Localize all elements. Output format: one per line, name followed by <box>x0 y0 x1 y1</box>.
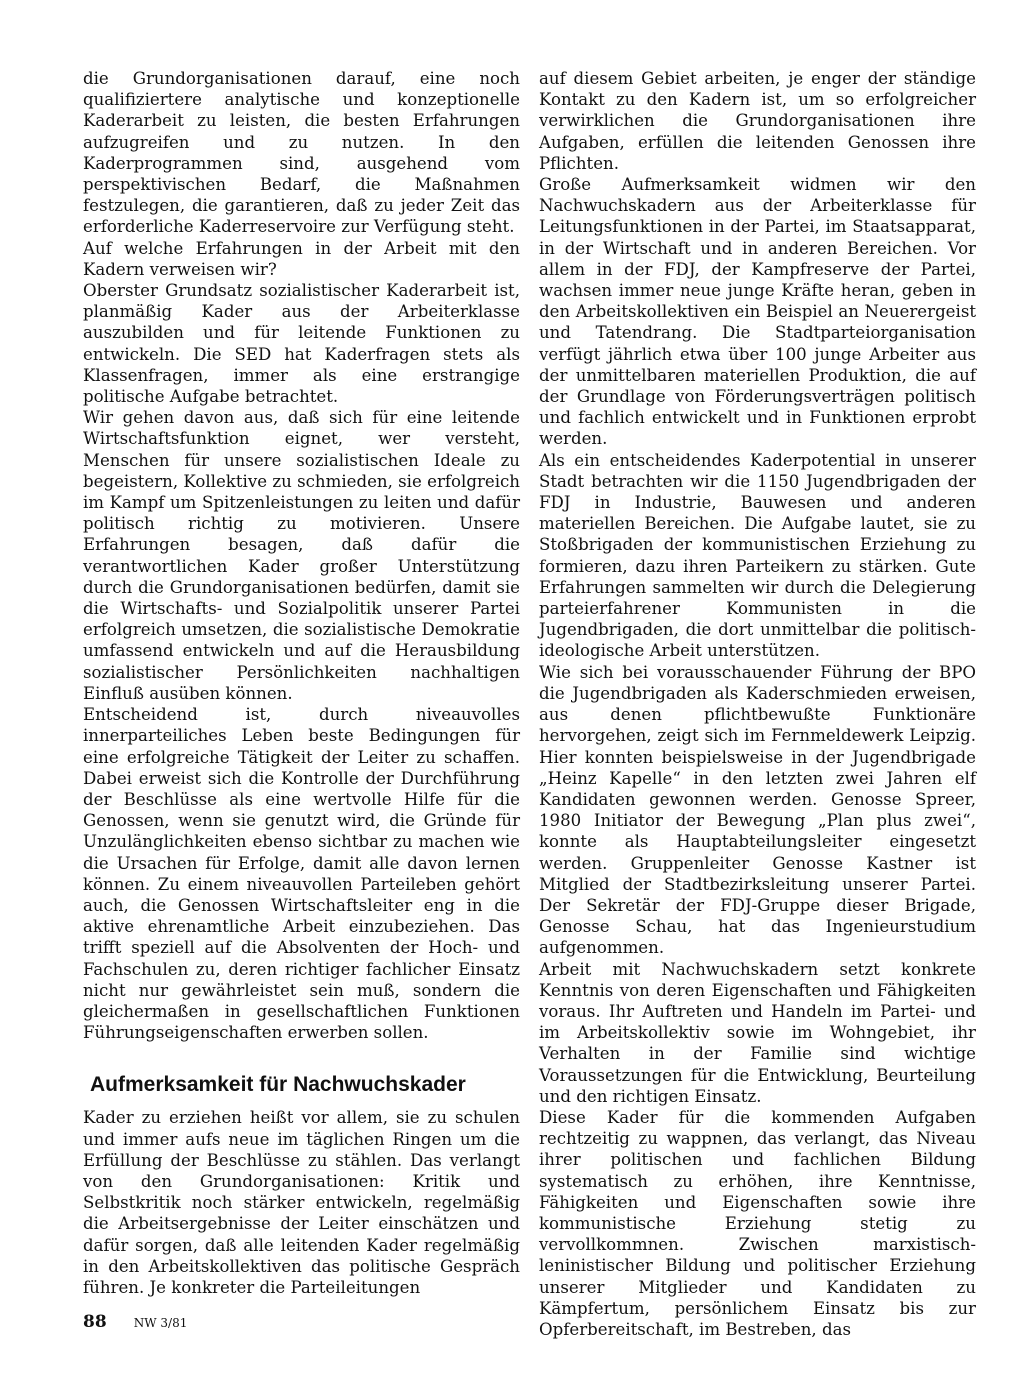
paragraph: Entscheidend ist, durch niveauvolles innerparteiliches Leben beste Bedingungen für eine erfolgreiche Tätigkeit der Leiter zu schaffen. Dabei erweist sich die Kontrolle der Durchführung der Beschlüsse als eine wertvolle Hilfe für die Genossen, wenn sie genutzt wird, die Gründe für Unzulänglichkeiten ebenso sichtbar zu machen wie die Ursachen für Erfolge, damit alle davon lernen können. Zu einem niveauvollen Parteileben gehört auch, die Genossen Wirtschaftsleiter eng in die aktive ehrenamtliche Arbeit einzubeziehen. Das trifft speziell auf die Absolventen der Hoch- und Fachschulen zu, deren richtiger fachlicher Einsatz nicht nur gewährleistet sein muß, sondern die gleichermaßen in gesellschaftlichen Funktionen Führungseigenschaften erwerben sollen. <box>83 705 520 1043</box>
paragraph: auf diesem Gebiet arbeiten, je enger der ständige Kontakt zu den Kadern ist, um so erfolgreicher verwirklichen die Grundorganisationen ihre Aufgaben, erfüllen die leitenden Genossen ihre Pflichten. <box>539 69 976 173</box>
paragraph: die Grundorganisationen darauf, eine noch qualifiziertere analytische und konzeptionelle Kaderarbeit zu leisten, die besten Erfahrungen aufzugreifen und zu nutzen. In den Kaderprogrammen sind, ausgehend vom perspektivischen Bedarf, die Maßnahmen festzulegen, die garantieren, daß zu jeder Zeit das erforderliche Kaderreservoire zur Verfügung steht. <box>83 69 520 237</box>
paragraph: Auf welche Erfahrungen in der Arbeit mit den Kadern verweisen wir? <box>83 238 520 279</box>
paragraph: Wie sich bei vorausschauender Führung der BPO die Jugendbrigaden als Kaderschmieden erweisen, aus denen pflichtbewußte Funktionäre hervorgehen, zeigt sich im Fernmeldewerk Leipzig. Hier konnten beispielsweise in der Jugendbrigade „Heinz Kapelle“ in den letzten zwei Jahren elf Kandidaten gewonnen werden. Genosse Spreer, 1980 Initiator der Bewegung „Plan plus zwei“, konnte als Hauptabteilungsleiter eingesetzt werden. Gruppenleiter Genosse Kastner ist Mitglied der Stadtbezirksleitung unserer Partei. Der Sekretär der FDJ-Gruppe dieser Brigade, Genosse Schau, hat das Ingenieurstudium aufgenommen. <box>539 662 976 958</box>
paragraph: Große Aufmerksamkeit widmen wir den Nachwuchskadern aus der Arbeiterklasse für Leitungsfunktionen in der Partei, im Staatsapparat, in der Wirtschaft und in anderen Bereichen. Vor allem in der FDJ, der Kampfreserve der Partei, wachsen immer neue junge Kräfte heran, geben in den Arbeitskollektiven ein Beispiel an Neuerergeist und Tatendrang. Die Stadtparteiorganisation verfügt jährlich etwa über 100 junge Arbeiter aus der unmittelbaren materiellen Produktion, die auf der Grundlage von Förderungsverträgen politisch und fachlich entwickelt und in Funktionen erprobt werden. <box>539 175 976 449</box>
section-heading: Aufmerksamkeit für Nachwuchskader <box>90 1073 466 1097</box>
paragraph: Arbeit mit Nachwuchskadern setzt konkrete Kenntnis von deren Eigenschaften und Fähigkeiten voraus. Ihr Auftreten und Handeln im Partei- und im Arbeitskollektiv sowie im Wohngebiet, ihr Verhalten in der Familie sind wichtige Voraussetzungen für die Entwicklung, Beurteilung und den richtigen Einsatz. <box>539 959 976 1106</box>
paragraph: Oberster Grundsatz sozialistischer Kaderarbeit ist, planmäßig Kader aus der Arbeiterklasse auszubilden und für leitende Funktionen zu entwickeln. Die SED hat Kaderfragen stets als Klassenfragen, immer als eine erstrangige politische Aufgabe betrachtet. <box>83 281 520 407</box>
paragraph: Als ein entscheidendes Kaderpotential in unserer Stadt betrachten wir die 1150 Jugendbrigaden der FDJ in Industrie, Bauwesen und anderen materiellen Bereichen. Die Aufgabe lautet, sie zu Stoßbrigaden der kommunistischen Erziehung zu formieren, dazu ihren Parteikern zu stärken. Gute Erfahrungen sammelten wir durch die Delegierung parteierfahrener Kommunisten in die Jugendbrigaden, die dort unmittelbar die politisch-ideologische Arbeit unterstützen. <box>539 450 976 661</box>
right-column <box>539 68 976 1340</box>
page-footer <box>83 1312 187 1332</box>
page-number: 88 <box>83 1312 107 1332</box>
left-column <box>83 68 520 1298</box>
issue-label: NW 3/81 <box>133 1316 188 1330</box>
paragraph: Diese Kader für die kommenden Aufgaben rechtzeitig zu wappnen, das verlangt, das Niveau ihrer politischen und fachlichen Bildung systematisch zu erhöhen, ihre Kenntnisse, Fähigkeiten und Eigenschaften sowie ihre kommunistische Erziehung stetig zu vervollkommnen. Zwischen marxistisch-leninistischer Bildung und politischer Erziehung unserer Mitglieder und Kandidaten zu Kämpfertum, persönlichem Einsatz bis zur Opferbereitschaft, im Bestreben, das <box>539 1107 976 1339</box>
paragraph: Kader zu erziehen heißt vor allem, sie zu schulen und immer aufs neue im täglichen Ringen um die Erfüllung der Beschlüsse zu stählen. Das verlangt von den Grundorganisationen: Kritik und Selbstkritik noch stärker entwickeln, regelmäßig die Arbeitsergebnisse der Leiter einschätzen und dafür sorgen, daß alle leitenden Kader regelmäßig in den Arbeitskollektiven das politische Gespräch führen. Je konkreter die Parteileitungen <box>83 1108 520 1297</box>
paragraph: Wir gehen davon aus, daß sich für eine leitende Wirtschaftsfunktion eignet, wer versteht, Menschen für unsere sozialistischen Ideale zu begeistern, Kollektive zu schmieden, sie erfolgreich im Kampf um Spitzenleistungen zu leiten und dafür politisch richtig zu motivieren. Unsere Erfahrungen besagen, daß dafür die verantwortlichen Kader großer Unterstützung durch die Grundorganisationen bedürfen, damit sie die Wirtschafts- und Sozialpolitik unserer Partei erfolgreich umsetzen, die sozialistische Demokratie umfassend entwickeln und auf die Herausbildung sozialistischer Persönlichkeiten nachhaltigen Einfluß ausüben können. <box>83 408 520 703</box>
